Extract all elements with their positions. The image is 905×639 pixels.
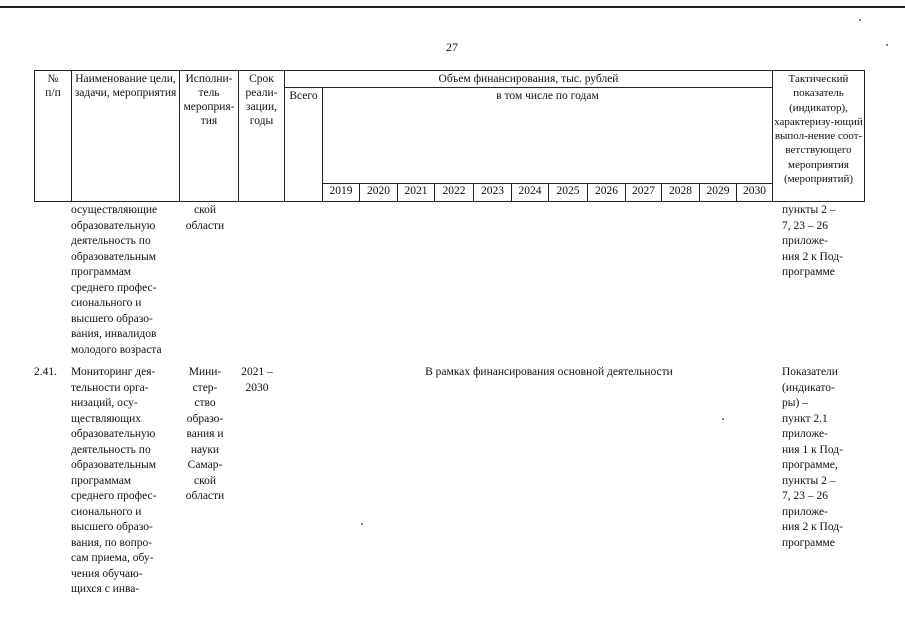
header-year: 2020 (360, 184, 398, 202)
page-number: 27 (446, 40, 458, 54)
header-by-years: в том числе по годам (323, 88, 773, 184)
header-year: 2026 (588, 184, 626, 202)
continued-row-executor: ской области (185, 204, 225, 232)
continued-row-indicator: пункты 2 – 7, 23 – 26 приложе- ния 2 к Под- программе (782, 204, 843, 278)
header-year: 2019 (323, 184, 360, 202)
row-241-funding-note: В рамках финансирования основной деятельности (425, 366, 673, 378)
continued-row-name: осуществляющие образовательную деятельность по образовательным программам среднего профес- сионального и высшего образо- вания, инвалидов молодого возраста (71, 204, 162, 356)
scan-speck (859, 19, 861, 21)
header-year: 2027 (626, 184, 662, 202)
row-241-name: Мониторинг дея- тельности орга- низаций, осу- ществляющих образовательную деятельность по образовательным программам среднего профес- сионального и высшего образо- вания, по вопро- сам приема, обу- чения обучаю- щихся с инва- (71, 366, 157, 595)
scan-speck (886, 44, 888, 46)
row-number: 2.41. (34, 366, 57, 378)
header-executor: Исполни-тель мероприя-тия (180, 71, 239, 202)
header-year: 2021 (398, 184, 435, 202)
header-num: № п/п (35, 71, 72, 202)
header-year: 2024 (512, 184, 549, 202)
header-year: 2023 (474, 184, 512, 202)
row-241-term: 2021 – 2030 (241, 366, 273, 394)
header-funding-title: Объем финансирования, тыс. рублей (285, 71, 773, 88)
table-header (34, 70, 865, 202)
header-year: 2028 (662, 184, 700, 202)
header-year: 2022 (435, 184, 474, 202)
scan-speck (361, 523, 363, 525)
scan-speck (722, 418, 724, 420)
top-rule (0, 6, 905, 8)
row-241-indicator: Показатели (индикато- ры) – пункт 2.1 приложе- ния 1 к Под- программе, пункты 2 – 7, 23 – 26 приложе- ния 2 к Под- программе (782, 366, 843, 549)
header-year: 2025 (549, 184, 588, 202)
header-term: Срок реали-зации, годы (239, 71, 285, 202)
header-year: 2029 (700, 184, 737, 202)
header-indicator: Тактический показатель (индикатор), характеризу-ющий выпол-нение соот-ветствующего мероприятия (мероприятий) (773, 71, 865, 202)
header-name: Наименование цели, задачи, мероприятия (72, 71, 180, 202)
header-total: Всего (285, 88, 323, 202)
header-year: 2030 (737, 184, 773, 202)
row-241-executor: Мини- стер- ство образо- вания и науки Самар- ской области (185, 366, 225, 502)
